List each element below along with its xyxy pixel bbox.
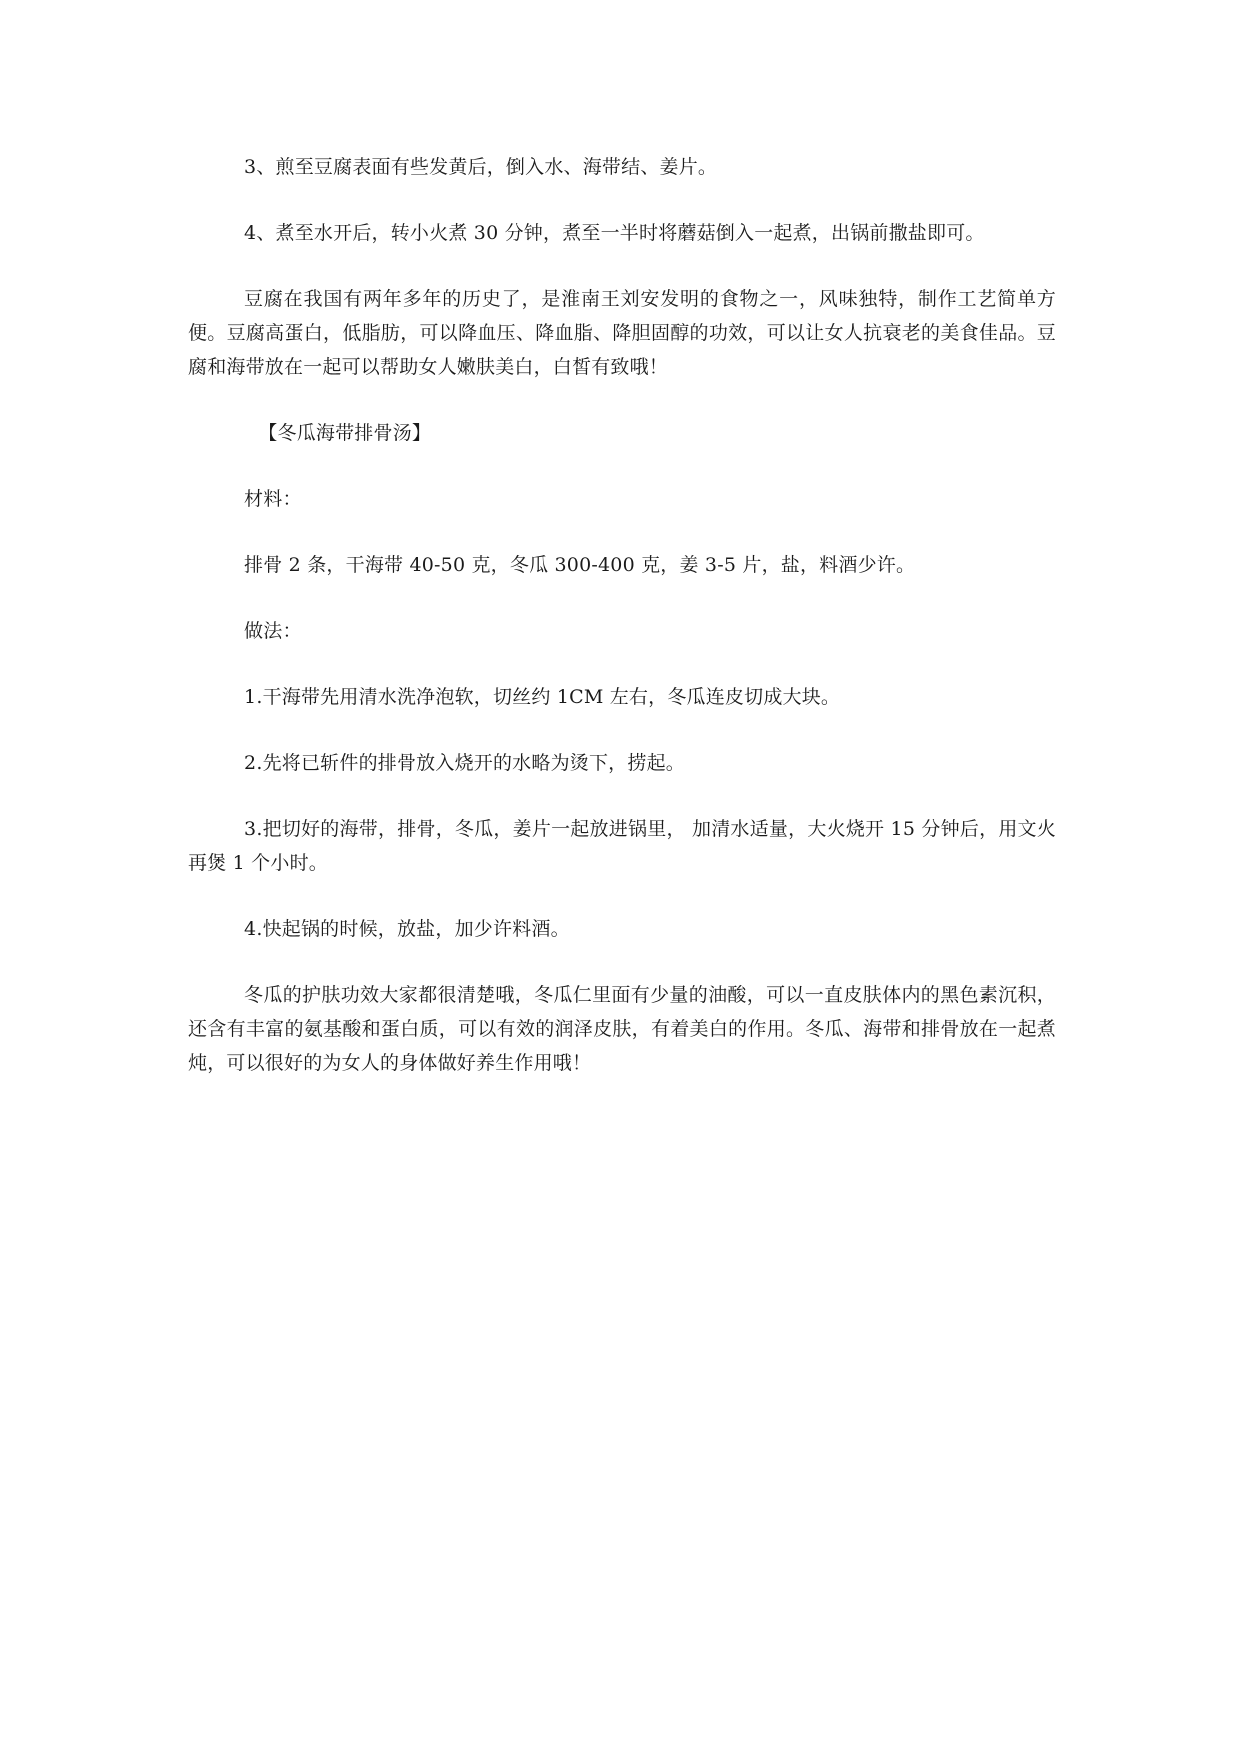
ingredients-label: 材料：	[244, 488, 302, 510]
step-4-paragraph: 4、煮至水开后，转小火煮 30 分钟，煮至一半时将蘑菇倒入一起煮，出锅前撒盐即可。	[244, 222, 985, 244]
method-step-2: 2.先将已斩件的排骨放入烧开的水略为烫下，捞起。	[244, 752, 685, 774]
method-step-4: 4.快起锅的时候，放盐，加少许料酒。	[244, 918, 570, 940]
tofu-benefits-paragraph: 豆腐在我国有两年多年的历史了，是淮南王刘安发明的食物之一，风味独特，制作工艺简单方便。豆腐高蛋白，低脂肪，可以降血压、降血脂、降胆固醇的功效，可以让女人抗衰老的美食佳品。豆腐和海带放在一起可以帮助女人嫩肤美白，白皙有致哦！	[188, 288, 1056, 378]
step-3-paragraph: 3、煎至豆腐表面有些发黄后，倒入水、海带结、姜片。	[244, 156, 718, 178]
method-label: 做法：	[244, 620, 302, 642]
recipe-title: 【冬瓜海带排骨汤】	[258, 422, 432, 444]
method-step-1: 1.干海带先用清水洗净泡软，切丝约 1CM 左右，冬瓜连皮切成大块。	[244, 686, 841, 708]
document-body	[188, 150, 1056, 1112]
ingredients-list: 排骨 2 条，干海带 40-50 克，冬瓜 300-400 克，姜 3-5 片，盐，料酒少许。	[244, 554, 916, 576]
winter-melon-benefits-paragraph: 冬瓜的护肤功效大家都很清楚哦，冬瓜仁里面有少量的油酸，可以一直皮肤体内的黑色素沉积，还含有丰富的氨基酸和蛋白质，可以有效的润泽皮肤，有着美白的作用。冬瓜、海带和排骨放在一起煮炖，可以很好的为女人的身体做好养生作用哦！	[188, 984, 1056, 1074]
method-step-3: 3.把切好的海带，排骨，冬瓜，姜片一起放进锅里， 加清水适量，大火烧开 15 分钟后，用文火再煲 1 个小时。	[188, 818, 1056, 874]
